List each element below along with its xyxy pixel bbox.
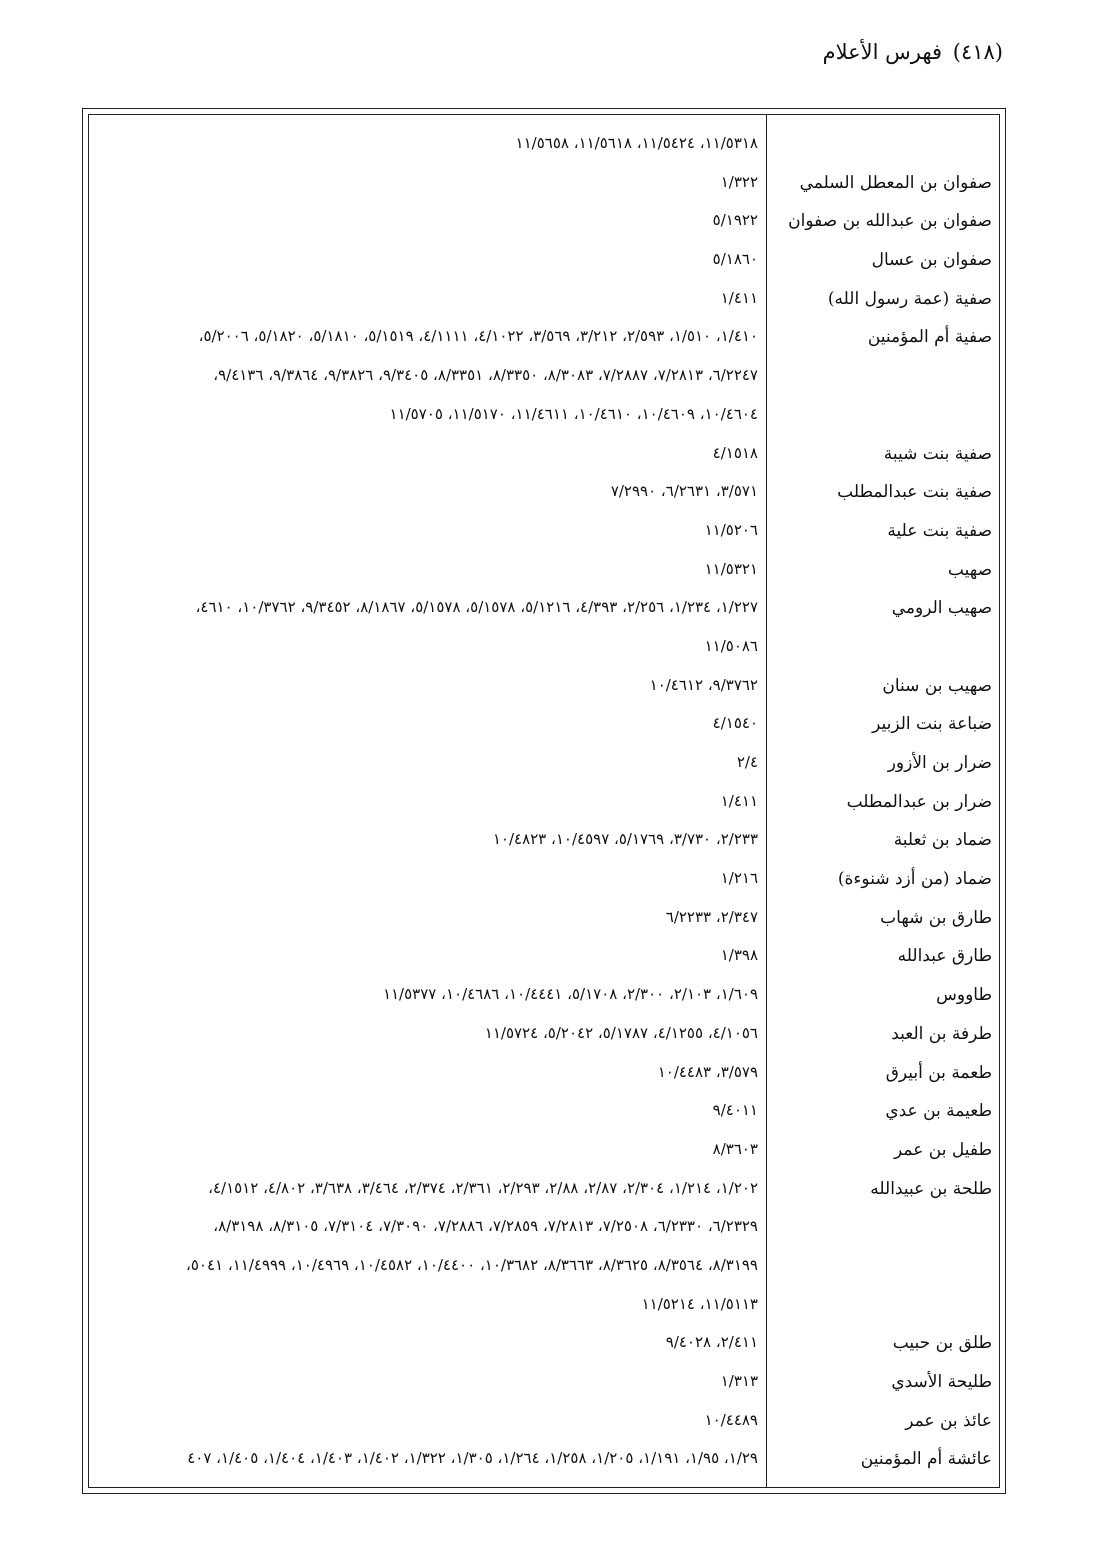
entry-references: ٢/٤١١، ٩/٤٠٢٨ [665, 1333, 758, 1352]
entry-name: طارق بن شهاب [880, 907, 992, 928]
index-row [88, 1250, 1000, 1289]
entry-name: طلق بن حبيب [892, 1333, 992, 1354]
entry-references: ١١/٥٠٨٦ [704, 636, 758, 655]
entry-name: صفوان بن المعطل السلمي [799, 172, 992, 193]
entry-references: ١/٤١٠، ١/٥١٠، ٢/٥٩٣، ٣/٢١٢، ٣/٥٦٩، ٤/١٠٢٢، ٤/١١١١، ٥/١٥١٩، ٥/١٨١٠، ٥/١٨٢٠، ٥/٢٠٠٦، [198, 327, 758, 346]
index-row [88, 979, 1000, 1018]
entry-references: ٤/١٠٥٦، ٤/١٢٥٥، ٥/١٧٨٧، ٥/٢٠٤٢، ١١/٥٧٢٤ [484, 1023, 758, 1042]
index-row [88, 1211, 1000, 1250]
entry-name: طفيل بن عمر [894, 1139, 992, 1160]
entry-name: صهيب بن سنان [882, 675, 992, 696]
index-row [88, 786, 1000, 825]
index-row [88, 824, 1000, 863]
entry-references: ١١/٥٣١٨، ١١/٥٤٢٤، ١١/٥٦١٨، ١١/٥٦٥٨ [515, 134, 758, 152]
entry-references: ١١/٥١١٣، ١١/٥٢١٤ [641, 1294, 758, 1313]
entry-name: عائشة أم المؤمنين [860, 1449, 992, 1470]
index-row [88, 515, 1000, 554]
entry-references: ٨/٣٦٠٣ [712, 1139, 758, 1158]
entry-references: ٥/١٨٦٠ [712, 250, 758, 269]
entry-name: صفية (عمة رسول الله) [827, 288, 992, 309]
index-row [88, 708, 1000, 747]
entry-name: صهيب الرومي [891, 598, 992, 619]
entry-references: ٢/٣٤٧، ٦/٢٢٣٣ [665, 907, 758, 926]
entry-references: ٩/٣٧٦٢، ١٠/٤٦١٢ [649, 675, 758, 694]
index-row [88, 1289, 1000, 1328]
entry-references: ١/٤١١ [720, 791, 758, 810]
entry-name: طارق عبدالله [897, 946, 992, 967]
entry-references: ٨/٣١٩٩، ٨/٣٥٦٤، ٨/٣٦٢٥، ٨/٣٦٦٣، ١٠/٣٦٨٢، ١٠/٤٤٠٠، ١٠/٤٥٨٢، ١٠/٤٩٦٩، ١١/٤٩٩٩، ٥٠٤١، [186, 1255, 758, 1274]
entry-name: ضرار بن الأزور [887, 753, 992, 773]
entry-name: طلحة بن عبيدالله [870, 1178, 992, 1199]
index-row [88, 244, 1000, 283]
index-row [88, 1134, 1000, 1173]
index-row [88, 1327, 1000, 1366]
entry-references: ١/٤١١ [720, 288, 758, 307]
entry-name: ضرار بن عبدالمطلب [846, 791, 992, 812]
entry-references: ١٠/٤٤٨٩ [704, 1410, 758, 1429]
entry-name: صفوان بن عسال [871, 250, 992, 271]
index-row [88, 167, 1000, 206]
entry-references: ١/٢١٦ [720, 869, 758, 888]
index-row [88, 940, 1000, 979]
entry-references: ١/٢٠٢، ١/٢١٤، ٢/٣٠٤، ٢/٨٧، ٢/٨٨، ٢/٢٩٣، ٢/٣٦١، ٢/٣٧٤، ٣/٤٦٤، ٣/٦٣٨، ٤/٨٠٢، ٤/١٥١٢، [208, 1178, 758, 1197]
entry-references: ١١/٥٢٠٦ [704, 520, 758, 539]
entry-name: طرفة بن العبد [891, 1023, 992, 1044]
index-row [88, 592, 1000, 631]
entry-name: صفية أم المؤمنين [867, 327, 992, 348]
entry-references: ١/٣٢٢ [720, 172, 758, 191]
index-row [88, 670, 1000, 709]
index-row [88, 631, 1000, 670]
index-row [88, 554, 1000, 593]
index-row [88, 747, 1000, 786]
index-row [88, 476, 1000, 515]
entry-name: طعمة بن أبيرق [885, 1062, 992, 1083]
index-row [88, 321, 1000, 360]
entry-references: ١/٢٢٧، ١/٢٣٤، ٢/٢٥٦، ٤/٣٩٣، ٥/١٢١٦، ٥/١٥٧٨، ٥/١٥٧٨، ٨/١٨٦٧، ٩/٣٤٥٢، ١٠/٣٧٦٢، ٤٦١٠، [195, 598, 758, 617]
entry-references: ١/٣٩٨ [720, 946, 758, 965]
entry-references: ٣/٥٧٩، ١٠/٤٤٨٣ [657, 1062, 758, 1081]
entry-name: ضباعة بنت الزبير [872, 714, 992, 735]
entry-name: صفوان بن عبدالله بن صفوان [788, 211, 992, 232]
index-row [88, 863, 1000, 902]
entry-references: ٤/١٥٤٠ [712, 714, 758, 733]
index-row [88, 1057, 1000, 1096]
entry-references: ٩/٤٠١١ [712, 1101, 758, 1120]
index-row [88, 1443, 1000, 1482]
entry-references: ٦/٢٢٤٧، ٧/٢٨١٣، ٧/٢٨٨٧، ٨/٣٠٨٣، ٨/٣٣٥٠، ٨/٣٣٥١، ٩/٣٤٠٥، ٩/٣٨٢٦، ٩/٣٨٦٤، ٩/٤١٣٦، [213, 366, 758, 385]
index-row [88, 438, 1000, 477]
index-table [88, 128, 1000, 1482]
index-row [88, 283, 1000, 322]
entry-name: طاووس [936, 985, 992, 1006]
entry-name: عائذ بن عمر [905, 1410, 992, 1431]
index-row [88, 1173, 1000, 1212]
index-row [88, 205, 1000, 244]
entry-name: طعيمة بن عدي [885, 1101, 992, 1122]
entry-name: صفية بنت علية [887, 520, 992, 541]
entry-name: صهيب [947, 559, 992, 580]
index-row [88, 1018, 1000, 1057]
page-number: (٤١٨) [952, 40, 1003, 64]
page-header [823, 40, 1003, 64]
entry-references: ١١/٥٣٢١ [704, 559, 758, 578]
entry-references: ١/٣١٣ [720, 1372, 758, 1390]
entry-references: ١٠/٤٦٠٤، ١٠/٤٦٠٩، ١٠/٤٦١٠، ١١/٤٦١١، ١١/٥١٧٠، ١١/٥٧٠٥ [389, 404, 758, 423]
entry-references: ٢/٤ [736, 753, 758, 771]
entry-references: ٤/١٥١٨ [712, 443, 758, 462]
index-row [88, 1095, 1000, 1134]
index-row [88, 1405, 1000, 1444]
index-row [88, 1366, 1000, 1405]
index-row [88, 360, 1000, 399]
entry-references: ٢/٢٣٣، ٣/٧٣٠، ٥/١٧٦٩، ١٠/٤٥٩٧، ١٠/٤٨٢٣ [492, 830, 758, 849]
entry-name: ضماد بن ثعلبة [893, 830, 992, 851]
entry-name: ضماد (من أزد شنوءة) [837, 869, 992, 890]
page-title: فهرس الأعلام [822, 40, 943, 64]
entry-name: طليحة الأسدي [891, 1372, 992, 1392]
entry-name: صفية بنت عبدالمطلب [837, 482, 992, 503]
entry-references: ٦/٢٣٢٩، ٦/٢٣٣٠، ٧/٢٥٠٨، ٧/٢٨١٣، ٧/٢٨٥٩، ٧/٢٨٨٦، ٧/٣٠٩٠، ٧/٣١٠٤، ٨/٣١٠٥، ٨/٣١٩٨، [213, 1217, 758, 1236]
entry-references: ٥/١٩٢٢ [712, 211, 758, 230]
entry-name: صفية بنت شيبة [883, 443, 992, 464]
index-row [88, 902, 1000, 941]
index-row [88, 128, 1000, 167]
entry-references: ١/٦٠٩، ٢/١٠٣، ٢/٣٠٠، ٥/١٧٠٨، ١٠/٤٤٤١، ١٠/٤٦٨٦، ١١/٥٣٧٧ [382, 985, 758, 1004]
index-row [88, 399, 1000, 438]
entry-references: ٣/٥٧١، ٦/٢٦٣١، ٧/٢٩٩٠ [610, 482, 758, 501]
entry-references: ١/٢٩، ١/٩٥، ١/١٩١، ١/٢٠٥، ١/٢٥٨، ١/٢٦٤، ١/٣٠٥، ١/٣٢٢، ١/٤٠٢، ١/٤٠٣، ١/٤٠٤، ١/٤٠٥، ٤٠٧ [187, 1449, 758, 1468]
